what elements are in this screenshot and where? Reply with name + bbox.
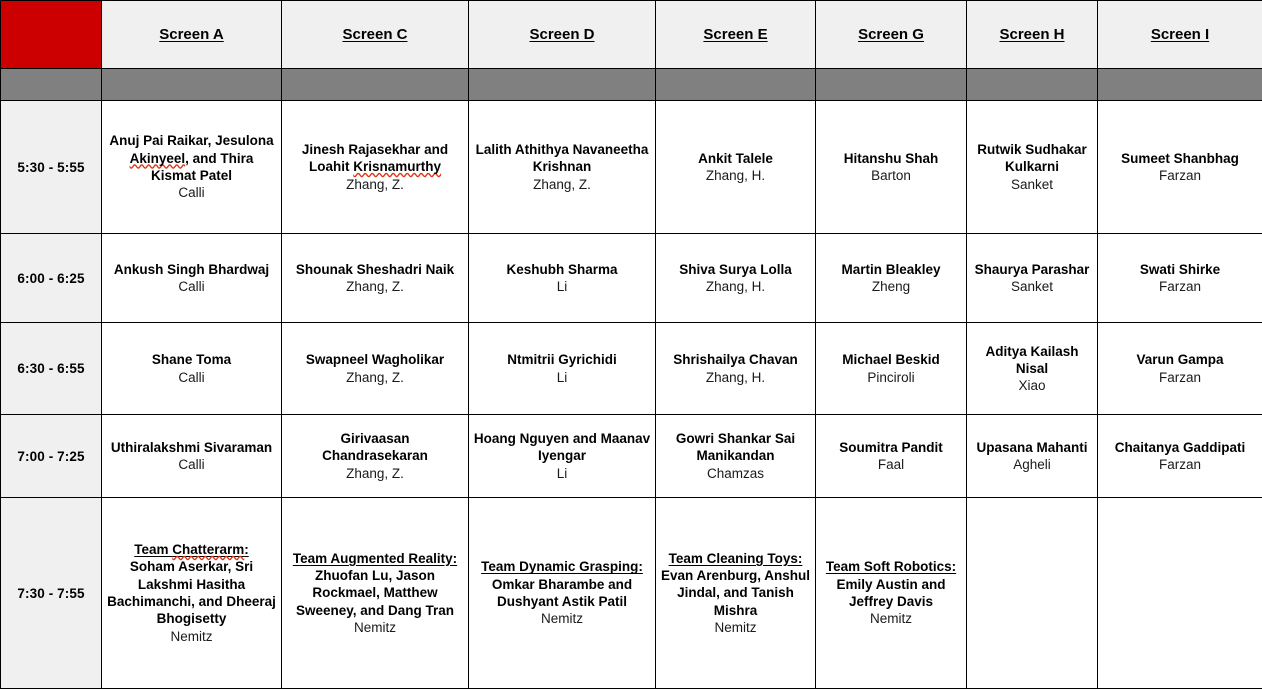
advisor-name: Li [556,465,568,481]
table-header [1,1,1262,101]
advisor-name: Zhang, Z. [533,176,591,192]
advisor-name: Zhang, Z. [346,176,404,192]
presenter-names: Zhuofan Lu, Jason Rockmael, Matthew Sweeney, and Dang Tran [295,568,455,618]
presenter-names: Upasana Mahanti [976,439,1088,455]
presenter-names: Martin Bleakley [841,261,941,277]
time-slot-cell: 6:00 - 6:25 [1,234,102,323]
presenter-names: Keshubh Sharma [506,261,618,277]
separator-row [1,69,1262,101]
presentation-slot-cell [816,323,967,415]
presenter-names: Hitanshu Shah [843,150,939,166]
column-header-label: Screen C [342,26,408,43]
presentation-slot-cell [102,234,282,323]
presentation-slot-cell [816,415,967,498]
separator-cell-time [1,69,102,101]
column-header-screen-a [102,1,282,69]
presentation-slot-cell [656,323,816,415]
advisor-name: Calli [178,185,205,201]
presentation-slot-cell [1098,323,1262,415]
column-header-screen-c [282,1,469,69]
presenter-names: Uthiralakshmi Sivaraman [110,439,273,455]
presentation-slot-cell [816,498,967,689]
header-row [1,1,1262,69]
advisor-name: Pinciroli [867,369,915,385]
presentation-slot-cell [656,101,816,234]
presenter-names: Hoang Nguyen and Maanav Iyengar [473,431,651,464]
presentation-slot-cell [102,101,282,234]
presentation-slot-cell [469,234,656,323]
table-row [1,323,1262,415]
advisor-name: Nemitz [353,619,396,635]
time-slot-cell: 7:00 - 7:25 [1,415,102,498]
advisor-name: Sanket [1010,279,1054,294]
presentation-slot-cell [469,498,656,689]
presenter-names: Jinesh Rajasekhar and Loahit Krisnamurthy [301,142,449,175]
advisor-name: Nemitz [170,628,213,644]
advisor-name: Li [556,279,568,294]
advisor-name: Zhang, H. [705,369,766,385]
advisor-name: Barton [871,168,911,183]
advisor-name: Farzan [1158,457,1202,472]
column-header-label: Screen G [858,26,924,43]
presentation-slot-cell [1098,498,1262,689]
presenter-names: Aditya Kailash Nisal [985,343,1079,376]
presenter-names: Soumitra Pandit [839,439,943,455]
advisor-name: Nemitz [540,611,583,627]
column-header-label: Screen H [999,26,1065,43]
presenter-names: Shaurya Parashar [974,261,1090,277]
time-slot-cell: 6:30 - 6:55 [1,323,102,415]
advisor-name: Xiao [1018,378,1046,394]
presentation-slot-cell [1098,101,1262,234]
presenter-names: Evan Arenburg, Anshul Jindal, and Tanish Mishra [660,568,810,618]
presentation-slot-cell [102,323,282,415]
advisor-name: Zheng [871,279,911,294]
time-slot-cell: 5:30 - 5:55 [1,101,102,234]
presenter-names: Gowri Shankar Sai Manikandan [675,431,796,464]
time-slot-cell: 7:30 - 7:55 [1,498,102,689]
presenter-names: Chaitanya Gaddipati [1114,439,1246,455]
advisor-name: Farzan [1158,279,1202,294]
column-header-screen-e [656,1,816,69]
presenter-names: Shounak Sheshadri Naik [295,261,455,277]
team-name-label: Team Chatterarm: [134,542,249,558]
presenter-names: Ntmitrii Gyrichidi [507,352,617,368]
advisor-name: Li [556,369,568,385]
presentation-slot-cell [102,498,282,689]
advisor-name: Calli [178,369,205,385]
presentation-slot-cell [102,415,282,498]
separator-cell [816,69,967,101]
presentation-slot-cell [282,101,469,234]
presentation-slot-cell [967,415,1098,498]
presenter-names: Ankush Singh Bhardwaj [113,261,270,277]
column-header-screen-h [967,1,1098,69]
advisor-name: Zhang, H. [705,168,766,183]
presentation-slot-cell [469,101,656,234]
advisor-name: Calli [178,457,205,472]
column-header-screen-g [816,1,967,69]
team-name-label: Team Cleaning Toys: [668,550,803,566]
presentation-slot-cell [816,234,967,323]
presentation-slot-cell [282,234,469,323]
advisor-name: Zhang, Z. [346,279,404,294]
presentation-slot-cell [1098,234,1262,323]
presenter-names: Ankit Talele [698,150,773,166]
advisor-name: Zhang, Z. [346,465,404,481]
separator-cell [469,69,656,101]
advisor-name: Nemitz [869,611,912,627]
advisor-name: Chamzas [706,465,765,481]
presentation-slot-cell [469,415,656,498]
presenter-names: Shiva Surya Lolla [679,261,792,277]
separator-cell [967,69,1098,101]
presenter-names: Shrishailya Chavan [673,352,798,368]
presentation-slot-cell [816,101,967,234]
advisor-name: Nemitz [714,619,757,635]
presenter-names: Anuj Pai Raikar, Jesulona Akinyeel, and Thira Kismat Patel [109,133,274,183]
table-row [1,498,1262,689]
column-header-label: Screen A [159,26,224,43]
team-name-label: Team Dynamic Grasping: [481,559,643,575]
presentation-slot-cell [1098,415,1262,498]
presenter-names: Lalith Athithya Navaneetha Krishnan [475,142,649,175]
presenter-names: Swati Shirke [1139,261,1221,277]
team-name-label: Team Augmented Reality: [292,550,458,566]
advisor-name: Sanket [1010,176,1054,192]
separator-cell [1098,69,1262,101]
presentation-slot-cell [656,498,816,689]
advisor-name: Faal [877,457,905,472]
column-header-screen-d [469,1,656,69]
column-header-screen-i [1098,1,1262,69]
presentation-slot-cell [967,101,1098,234]
table-row [1,415,1262,498]
advisor-name: Zhang, Z. [346,369,404,385]
presenter-names: Varun Gampa [1136,352,1224,368]
presenter-names: Swapneel Wagholikar [305,352,445,368]
presenter-names: Michael Beskid [842,352,940,368]
table-row [1,101,1262,234]
presentation-slot-cell [469,323,656,415]
table-body [1,101,1262,689]
advisor-name: Calli [178,279,205,294]
separator-cell [656,69,816,101]
presentation-slot-cell [656,234,816,323]
advisor-name: Agheli [1013,457,1051,472]
presenter-names: Sumeet Shanbhag [1121,150,1239,166]
presenter-names: Soham Aserkar, Sri Lakshmi Hasitha Bachimanchi, and Dheeraj Bhogisetty [107,559,276,627]
presenter-names: Omkar Bharambe and Dushyant Astik Patil [491,576,633,609]
presentation-slot-cell [967,323,1098,415]
presentation-slot-cell [967,498,1098,689]
presentation-slot-cell [282,498,469,689]
corner-accent-cell [1,1,102,69]
advisor-name: Farzan [1158,168,1202,183]
presentation-slot-cell [656,415,816,498]
presentation-slot-cell [967,234,1098,323]
column-header-label: Screen D [529,26,595,43]
separator-cell [102,69,282,101]
presentation-slot-cell [282,415,469,498]
presenter-names: Rutwik Sudhakar Kulkarni [977,142,1087,175]
advisor-name: Farzan [1158,369,1202,385]
column-header-label: Screen I [1150,26,1210,43]
presenter-names: Emily Austin and Jeffrey Davis [836,576,946,609]
column-header-label: Screen E [703,26,768,43]
presentation-slot-cell [282,323,469,415]
team-name-label: Team Soft Robotics: [825,559,957,575]
presenter-names: Shane Toma [151,352,232,368]
advisor-name: Zhang, H. [705,279,766,294]
presenter-names: Girivaasan Chandrasekaran [322,431,428,464]
table-row [1,234,1262,323]
separator-cell [282,69,469,101]
